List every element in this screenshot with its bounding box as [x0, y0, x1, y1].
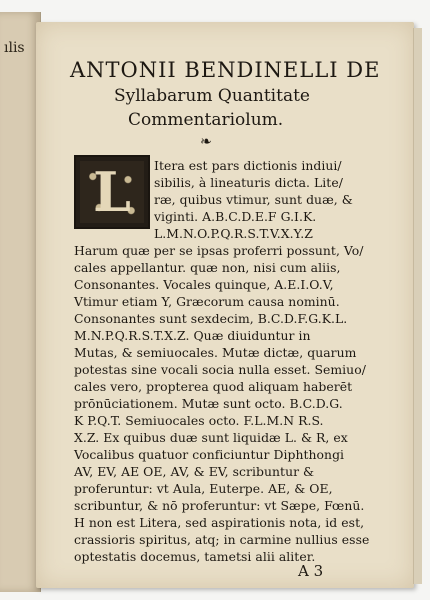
body-line: cales appellantur. quæ non, nisi cum aliis,: [74, 260, 341, 275]
body-line: viginti. A.B.C.D.E.F G.I.K.: [154, 209, 317, 224]
page-edge: [413, 28, 422, 584]
body-line: cales vero, propterea quod aliquam haberēt: [74, 379, 353, 394]
body-line: Consonantes sunt sexdecim, B.C.D.F.G.K.L.: [74, 311, 348, 326]
body-line: potestas sine vocali socia nulla esset. Semiuo/: [74, 362, 366, 377]
body-line: L.M.N.O.P.Q.R.S.T.V.X.Y.Z: [154, 226, 313, 241]
body-line: Vocalibus quatuor conficiuntur Diphthongi: [74, 447, 345, 462]
body-line: crassioris spiritus, atq; in carmine nullius esse: [74, 532, 370, 547]
left-page-edge: [0, 12, 41, 592]
body-line: Harum quæ per se ipsas proferri possunt, Vo/: [74, 243, 364, 258]
body-line: scribuntur, & nō proferuntur: vt Sæpe, Fœnū.: [74, 498, 365, 513]
body-line: sibilis, à lineaturis dicta. Lite/: [154, 175, 343, 190]
body-line: ræ, quibus vtimur, sunt duæ, &: [154, 192, 353, 207]
body-line: X.Z. Ex quibus duæ sunt liquidæ L. & R, ex: [74, 430, 348, 445]
title-subject: Syllabarum Quantitate: [114, 86, 310, 106]
decorated-initial: [74, 155, 150, 229]
right-page: [36, 22, 414, 588]
title-work: Commentariolum.: [128, 110, 284, 130]
body-line: Mutas, & semiuocales. Mutæ dictæ, quarum: [74, 345, 357, 360]
body-line: H non est Litera, sed aspirationis nota, id est,: [74, 515, 365, 530]
body-line: prōnūciationem. Mutæ sunt octo. B.C.D.G.: [74, 396, 343, 411]
body-line: optestatis docemus, tametsi alii aliter.: [74, 549, 316, 564]
body-line: AV, EV, AE OE, AV, & EV, scribuntur &: [74, 464, 315, 479]
title-author: ANTONII BENDINELLI DE: [70, 58, 381, 82]
body-line: Consonantes. Vocales quinque, A.E.I.O.V,: [74, 277, 334, 292]
body-line: K P.Q.T. Semiuocales octo. F.L.M.N R.S.: [74, 413, 324, 428]
body-line: proferuntur: vt Aula, Euterpe. AE, & OE,: [74, 481, 333, 496]
left-page-fragment: ılis: [4, 40, 25, 56]
signature-mark: A 3: [298, 562, 324, 580]
body-line: Itera est pars dictionis indiui/: [154, 158, 342, 173]
initial-letter: L: [80, 161, 144, 223]
fleuron-ornament: ❧: [200, 134, 212, 150]
body-line: Vtimur etiam Y, Græcorum causa nominū.: [74, 294, 340, 309]
body-line: M.N.P.Q.R.S.T.X.Z. Quæ diuiduntur in: [74, 328, 311, 343]
